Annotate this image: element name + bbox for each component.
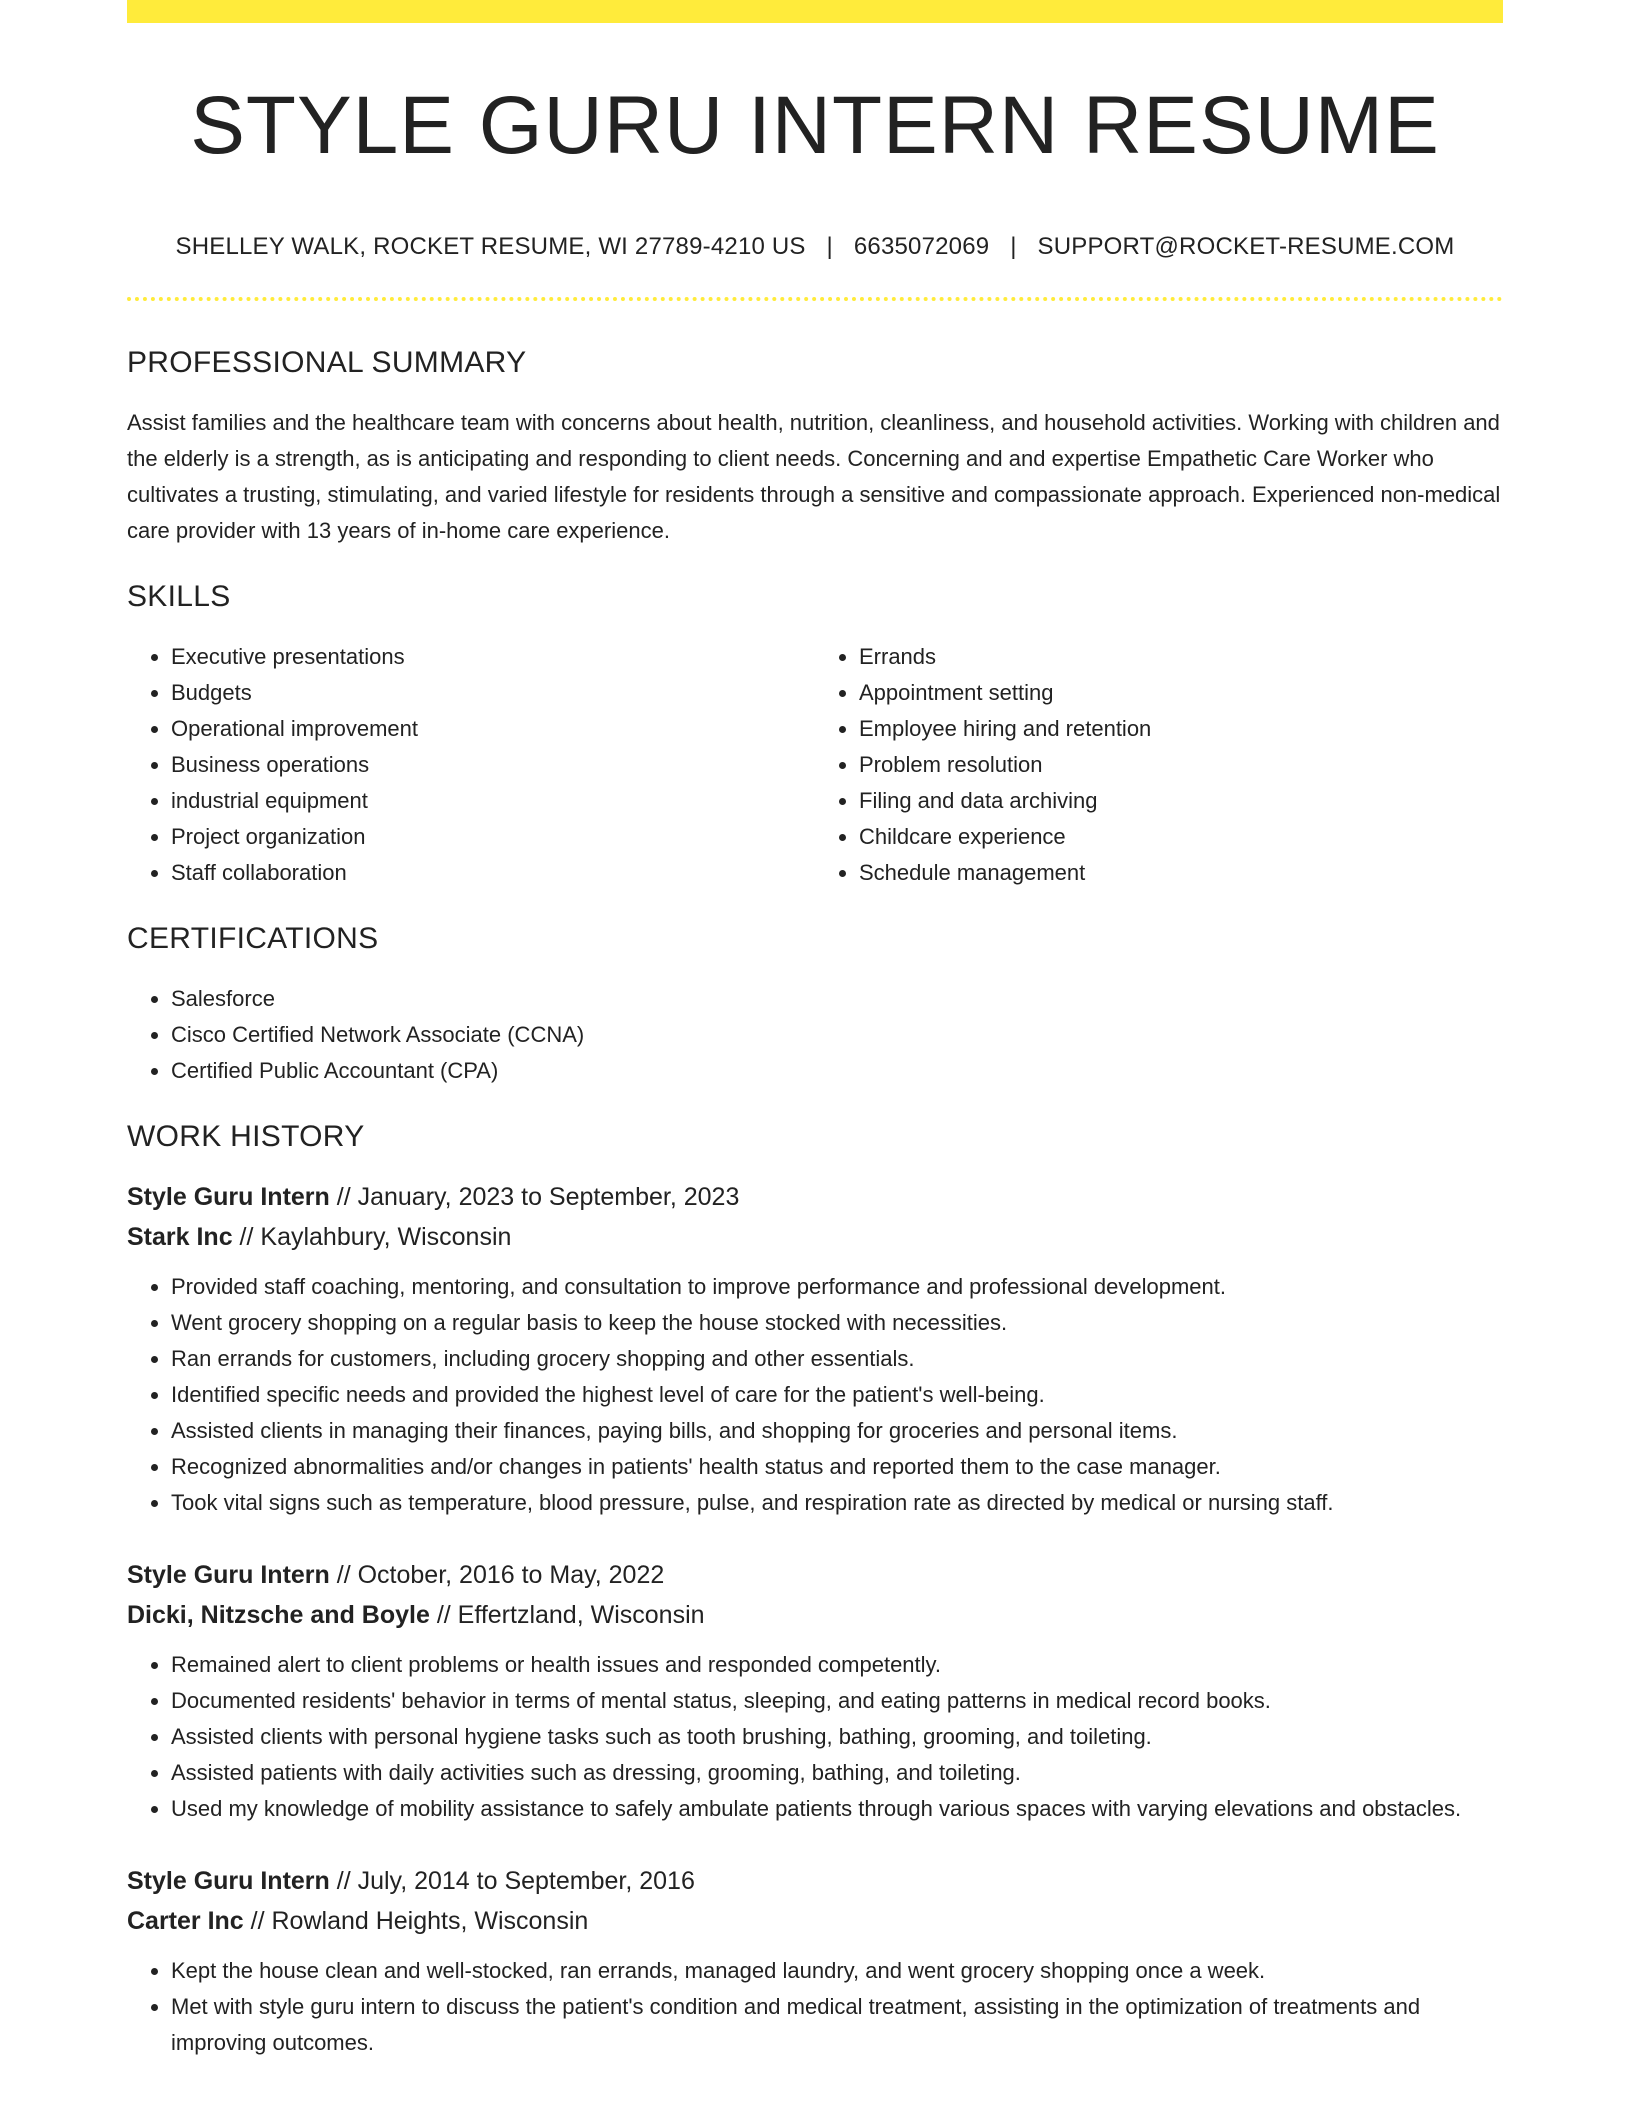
job-dates: // January, 2023 to September, 2023 — [329, 1183, 740, 1211]
skill-item: • Business operations — [171, 747, 815, 783]
job-bullet: • Met with style guru intern to discuss the patient's condition and medical treatment, assisting in the optimization of treatments and improving outcomes. — [171, 1989, 1503, 2061]
jobs-list — [127, 1177, 1503, 2061]
job-bullet: • Assisted clients with personal hygiene tasks such as tooth brushing, bathing, grooming, and toileting. — [171, 1719, 1503, 1755]
contact-separator: | — [826, 233, 833, 260]
summary-section — [127, 345, 1503, 549]
job-company: Stark Inc — [127, 1223, 233, 1251]
job-bullet: • Took vital signs such as temperature, blood pressure, pulse, and respiration rate as directed by medical or nursing staff. — [171, 1485, 1503, 1521]
job-role: Style Guru Intern — [127, 1867, 330, 1895]
summary-heading: PROFESSIONAL SUMMARY — [127, 346, 527, 379]
skill-item: • Filing and data archiving — [859, 783, 1503, 819]
job-bullets — [127, 1953, 1503, 2061]
resume-page — [127, 0, 1503, 2061]
contact-separator: | — [1010, 233, 1017, 260]
job-company: Dicki, Nitzsche and Boyle — [127, 1601, 430, 1629]
skills-heading: SKILLS — [127, 580, 231, 613]
skill-item: • Operational improvement — [171, 711, 815, 747]
job-company: Carter Inc — [127, 1907, 244, 1935]
certification-item: • Salesforce — [171, 981, 1503, 1017]
contact-address: SHELLEY WALK, ROCKET RESUME, WI 27789-4210 US — [175, 233, 806, 260]
skills-section — [127, 579, 1503, 891]
skill-item: • industrial equipment — [171, 783, 815, 819]
work-history-section — [127, 1119, 1503, 2061]
job-bullet: • Provided staff coaching, mentoring, and consultation to improve performance and professional development. — [171, 1269, 1503, 1305]
skill-item: • Errands — [859, 639, 1503, 675]
skills-list-left — [127, 639, 815, 891]
skill-item: • Appointment setting — [859, 675, 1503, 711]
certifications-list — [127, 981, 1503, 1089]
job-bullet: • Remained alert to client problems or health issues and responded competently. — [171, 1647, 1503, 1683]
top-accent-bar — [127, 0, 1503, 23]
job-bullets — [127, 1647, 1503, 1827]
job-bullet: • Recognized abnormalities and/or changes in patients' health status and reported them to the case manager. — [171, 1449, 1503, 1485]
skill-item: • Employee hiring and retention — [859, 711, 1503, 747]
job-dates: // July, 2014 to September, 2016 — [329, 1867, 695, 1895]
job-role: Style Guru Intern — [127, 1183, 330, 1211]
skill-item: • Childcare experience — [859, 819, 1503, 855]
job-bullet: • Assisted clients in managing their finances, paying bills, and shopping for groceries and personal items. — [171, 1413, 1503, 1449]
contact-email: SUPPORT@ROCKET-RESUME.COM — [1037, 233, 1455, 260]
job-location: // Rowland Heights, Wisconsin — [243, 1907, 589, 1935]
skill-item: • Problem resolution — [859, 747, 1503, 783]
job-bullet: • Went grocery shopping on a regular basis to keep the house stocked with necessities. — [171, 1305, 1503, 1341]
job-bullets — [127, 1269, 1503, 1521]
job-company-line — [127, 1901, 1503, 1941]
job-location: // Effertzland, Wisconsin — [429, 1601, 705, 1629]
certification-item: • Cisco Certified Network Associate (CCNA) — [171, 1017, 1503, 1053]
job-bullet: • Assisted patients with daily activities such as dressing, grooming, bathing, and toileting. — [171, 1755, 1503, 1791]
skill-item: • Schedule management — [859, 855, 1503, 891]
summary-text: Assist families and the healthcare team with concerns about health, nutrition, cleanliness, and household activities. Working with children and the elderly is a strength, as is anticipating and responding to client needs. Concerning and and expertise Empathetic Care Worker who cultivates a trusting, stimulating, and varied lifestyle for residents through a sensitive and compassionate approach. Experienced non-medical care provider with 13 years of in-home care experience. — [127, 410, 1501, 543]
job-title-line — [127, 1861, 1503, 1901]
contact-line — [127, 233, 1503, 261]
job-role: Style Guru Intern — [127, 1561, 330, 1589]
job-dates: // October, 2016 to May, 2022 — [329, 1561, 665, 1589]
job-bullet: • Ran errands for customers, including grocery shopping and other essentials. — [171, 1341, 1503, 1377]
job-company-line — [127, 1217, 1503, 1257]
job-company-line — [127, 1595, 1503, 1635]
certifications-heading: CERTIFICATIONS — [127, 922, 379, 955]
skills-columns — [127, 639, 1503, 891]
skill-item: • Staff collaboration — [171, 855, 815, 891]
job-entry — [127, 1177, 1503, 1521]
contact-phone: 6635072069 — [853, 233, 990, 260]
resume-title: STYLE GURU INTERN RESUME — [190, 80, 1440, 171]
skill-item: • Budgets — [171, 675, 815, 711]
certification-item: • Certified Public Accountant (CPA) — [171, 1053, 1503, 1089]
job-bullet: • Identified specific needs and provided the highest level of care for the patient's well-being. — [171, 1377, 1503, 1413]
job-bullet: • Kept the house clean and well-stocked, ran errands, managed laundry, and went grocery shopping once a week. — [171, 1953, 1503, 1989]
skill-item: • Project organization — [171, 819, 815, 855]
work-history-heading: WORK HISTORY — [127, 1120, 365, 1153]
skills-list-right — [815, 639, 1503, 891]
job-entry — [127, 1861, 1503, 2061]
job-bullet: • Documented residents' behavior in terms of mental status, sleeping, and eating patterns in medical record books. — [171, 1683, 1503, 1719]
job-location: // Kaylahbury, Wisconsin — [232, 1223, 512, 1251]
job-title-line — [127, 1177, 1503, 1217]
dotted-divider — [127, 297, 1503, 301]
job-entry — [127, 1555, 1503, 1827]
skill-item: • Executive presentations — [171, 639, 815, 675]
job-title-line — [127, 1555, 1503, 1595]
certifications-section — [127, 921, 1503, 1089]
job-bullet: • Used my knowledge of mobility assistance to safely ambulate patients through various spaces with varying elevations and obstacles. — [171, 1791, 1503, 1827]
